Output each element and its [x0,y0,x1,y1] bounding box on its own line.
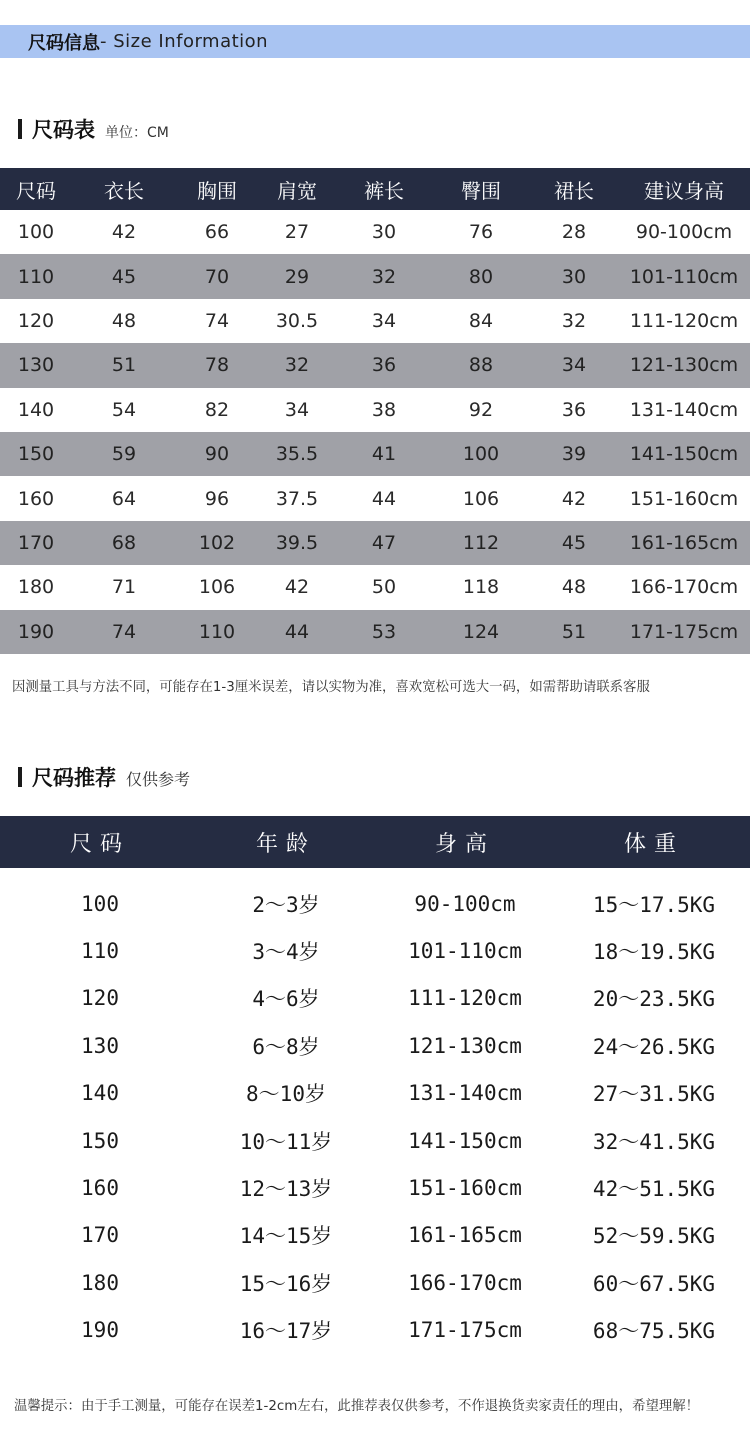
column-header: 肩宽 [258,168,336,210]
table-row [0,1212,750,1259]
table-cell: 110 [0,254,72,298]
size-table [0,168,750,654]
table-cell: 2～3岁 [252,892,320,917]
table-cell: 160 [81,1176,119,1201]
table-cell: 76 [468,221,494,244]
column-header: 年龄 [200,816,372,868]
table-cell: 14～15岁 [239,1224,333,1249]
recommend-title: 尺码推荐 [32,766,116,790]
table-cell: 32 [561,309,587,332]
table-cell: 171-175cm [408,1318,522,1343]
table-cell: 171-175cm [618,610,750,654]
column-header: 胸围 [176,168,258,210]
banner-title-en: - Size Information [100,31,269,52]
table-cell: 64 [111,487,137,510]
table-row [0,868,750,927]
table-cell: 10～11岁 [239,1129,333,1154]
column-header: 臀围 [432,168,530,210]
table-cell: 51 [72,343,176,387]
table-cell: 161-165cm [618,521,750,565]
table-cell: 3～4岁 [252,940,320,965]
size-table-header [0,168,750,210]
table-cell: 50 [371,576,397,599]
table-cell: 6～8岁 [252,1034,320,1059]
table-cell: 150 [81,1128,119,1153]
table-cell: 29 [258,254,336,298]
table-cell: 66 [204,221,230,244]
recommend-subtitle: 仅供参考 [126,770,191,789]
table-cell: 141-150cm [618,432,750,476]
table-cell: 4～6岁 [252,987,320,1012]
table-cell: 180 [17,576,55,599]
table-cell: 68～75.5KG [592,1319,716,1344]
table-row [0,299,750,343]
table-cell: 68 [72,521,176,565]
table-row [0,254,750,298]
table-cell: 15～16岁 [239,1271,333,1296]
column-header: 尺码 [0,168,72,210]
table-cell: 101-110cm [618,254,750,298]
table-cell: 45 [530,521,618,565]
column-header: 裤长 [336,168,432,210]
table-cell: 84 [468,309,494,332]
recommend-table-note: 温馨提示：由于手工测量，可能存在误差1-2cm左右，此推荐表仅供参考，不作退换货卖家责任的理由，希望理解！ [14,1399,700,1414]
table-cell: 130 [0,343,72,387]
table-row [0,432,750,476]
table-cell: 34 [284,398,310,421]
table-cell: 160 [17,487,55,510]
table-cell: 44 [258,610,336,654]
table-cell: 161-165cm [408,1223,522,1248]
table-cell: 42 [561,487,587,510]
table-cell: 121-130cm [408,1033,522,1058]
table-cell: 15～17.5KG [592,892,716,917]
table-cell: 190 [0,610,72,654]
table-cell: 131-140cm [629,398,739,421]
table-cell: 150 [0,432,72,476]
banner-title-zh: 尺码信息 [28,32,100,54]
table-cell: 30 [371,221,397,244]
table-cell: 180 [81,1270,119,1295]
table-cell: 92 [468,398,494,421]
table-cell: 82 [204,398,230,421]
table-cell: 16～17岁 [239,1319,333,1344]
table-cell: 111-120cm [629,309,739,332]
column-header: 尺码 [0,816,200,868]
table-cell: 36 [336,343,432,387]
table-cell: 39.5 [258,521,336,565]
table-cell: 111-120cm [408,986,522,1011]
table-row [0,1022,750,1069]
table-cell: 170 [81,1223,119,1248]
table-cell: 151-160cm [629,487,739,510]
table-cell: 24～26.5KG [592,1034,716,1059]
table-cell: 80 [432,254,530,298]
table-row [0,1307,750,1354]
column-header: 衣长 [72,168,176,210]
table-cell: 120 [17,309,55,332]
table-cell: 12～13岁 [239,1177,333,1202]
table-cell: 74 [72,610,176,654]
table-cell: 48 [111,309,137,332]
table-cell: 70 [176,254,258,298]
table-cell: 8～10岁 [246,1082,326,1107]
table-cell: 38 [371,398,397,421]
table-cell: 140 [81,1081,119,1106]
table-cell: 39 [530,432,618,476]
table-row [0,927,750,974]
table-cell: 100 [17,221,55,244]
table-cell: 30 [530,254,618,298]
column-header: 体重 [558,816,750,868]
table-cell: 110 [176,610,258,654]
table-row [0,521,750,565]
table-cell: 34 [371,309,397,332]
table-row [0,1164,750,1211]
table-cell: 90-100cm [635,221,733,244]
table-row [0,476,750,520]
table-cell: 53 [336,610,432,654]
table-cell: 54 [111,398,137,421]
table-cell: 124 [432,610,530,654]
size-table-note: 因测量工具与方法不同，可能存在1-3厘米误差，请以实物为准，喜欢宽松可选大一码，如需帮助请联系客服 [12,680,650,695]
table-cell: 100 [432,432,530,476]
table-cell: 32 [336,254,432,298]
table-row [0,1117,750,1164]
table-cell: 166-170cm [408,1270,522,1295]
table-cell: 106 [198,576,236,599]
table-cell: 20～23.5KG [592,987,716,1012]
column-header: 裙长 [530,168,618,210]
table-cell: 130 [81,1033,119,1058]
table-cell: 190 [81,1318,119,1343]
table-cell: 101-110cm [408,939,522,964]
table-cell: 140 [17,398,55,421]
table-cell: 110 [81,939,119,964]
header-row [0,168,750,210]
table-cell: 18～19.5KG [592,940,716,965]
table-cell: 48 [561,576,587,599]
table-cell: 47 [336,521,432,565]
table-row [0,1070,750,1117]
table-row [0,610,750,654]
table-cell: 106 [462,487,500,510]
table-cell: 71 [111,576,137,599]
header-row [0,816,750,868]
table-cell: 27～31.5KG [592,1082,716,1107]
table-row [0,565,750,609]
table-cell: 42～51.5KG [592,1177,716,1202]
table-cell: 51 [530,610,618,654]
table-cell: 52～59.5KG [592,1224,716,1249]
size-table-unit: 单位：CM [105,125,169,141]
table-cell: 102 [176,521,258,565]
table-cell: 170 [0,521,72,565]
table-cell: 118 [462,576,500,599]
table-row [0,1259,750,1306]
size-table-body [0,210,750,654]
table-cell: 45 [72,254,176,298]
table-cell: 121-130cm [618,343,750,387]
table-cell: 42 [111,221,137,244]
table-row [0,343,750,387]
recommend-table [0,816,750,1354]
table-cell: 78 [176,343,258,387]
recommend-table-body [0,868,750,1354]
table-row [0,388,750,432]
table-cell: 151-160cm [408,1176,522,1201]
table-cell: 96 [204,487,230,510]
table-cell: 112 [432,521,530,565]
table-cell: 59 [72,432,176,476]
table-cell: 90 [176,432,258,476]
table-cell: 131-140cm [408,1081,522,1106]
recommend-table-header [0,816,750,868]
table-cell: 41 [336,432,432,476]
size-info-banner [0,25,750,58]
table-cell: 32 [258,343,336,387]
table-cell: 166-170cm [629,576,739,599]
table-cell: 37.5 [275,487,319,510]
table-cell: 44 [371,487,397,510]
table-row [0,975,750,1022]
column-header: 建议身高 [618,168,750,210]
table-cell: 120 [81,986,119,1011]
table-row [0,210,750,254]
recommend-heading [18,762,190,792]
table-cell: 35.5 [258,432,336,476]
table-cell: 90-100cm [414,891,516,916]
table-cell: 74 [204,309,230,332]
size-table-title: 尺码表 [32,118,95,142]
table-cell: 36 [561,398,587,421]
heading-bar [18,767,22,787]
table-cell: 100 [81,891,119,916]
column-header: 身高 [372,816,558,868]
table-cell: 141-150cm [408,1128,522,1153]
table-cell: 28 [561,221,587,244]
table-cell: 88 [432,343,530,387]
table-cell: 34 [530,343,618,387]
table-cell: 60～67.5KG [592,1271,716,1296]
table-cell: 32～41.5KG [592,1129,716,1154]
heading-bar [18,119,22,139]
table-cell: 30.5 [275,309,319,332]
size-table-heading [18,114,169,144]
table-cell: 42 [284,576,310,599]
table-cell: 27 [284,221,310,244]
